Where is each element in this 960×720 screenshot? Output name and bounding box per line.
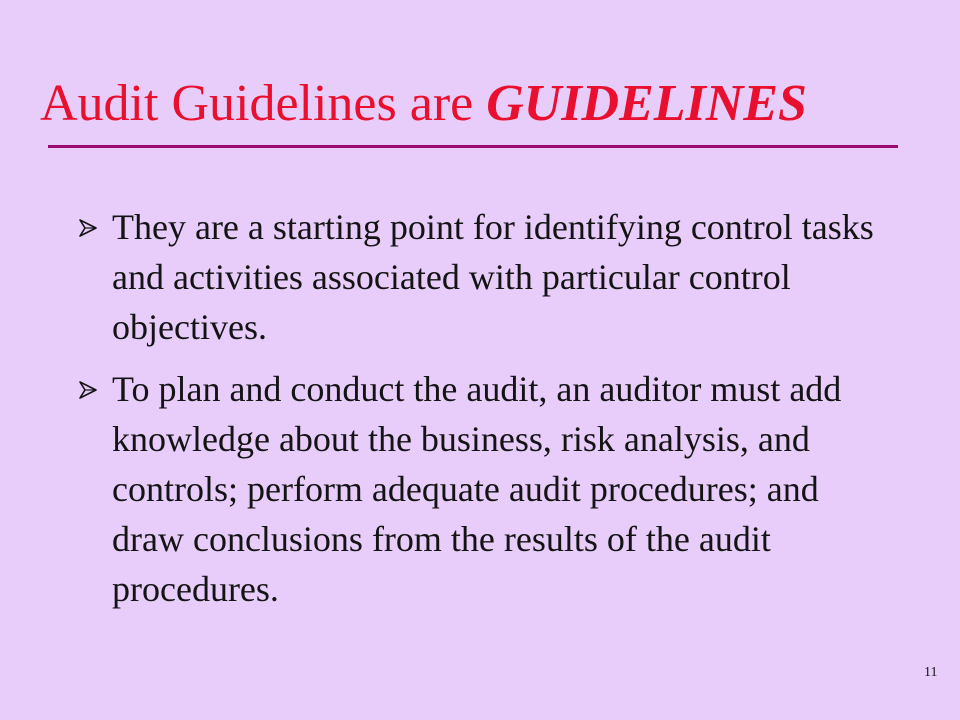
slide-title [40, 74, 920, 134]
bullet-list [75, 202, 875, 626]
page-number: 11 [924, 665, 938, 680]
slide-title-plain: Audit Guidelines are [40, 75, 487, 132]
bullet-text: To plan and conduct the audit, an auditor must add knowledge about the business, risk analysis, and controls; perform adequate audit procedures; and draw conclusions from the results of the audit procedures. [112, 369, 842, 609]
title-underline-divider [48, 145, 898, 148]
arrowhead-bullet-icon [79, 219, 97, 237]
bullet-text: They are a starting point for identifying control tasks and activities associated with particular control objectives. [112, 207, 874, 347]
bullet-item [75, 364, 875, 614]
slide-title-emphasis: GUIDELINES [486, 75, 807, 132]
arrowhead-bullet-icon [79, 381, 97, 399]
bullet-item [75, 202, 875, 352]
